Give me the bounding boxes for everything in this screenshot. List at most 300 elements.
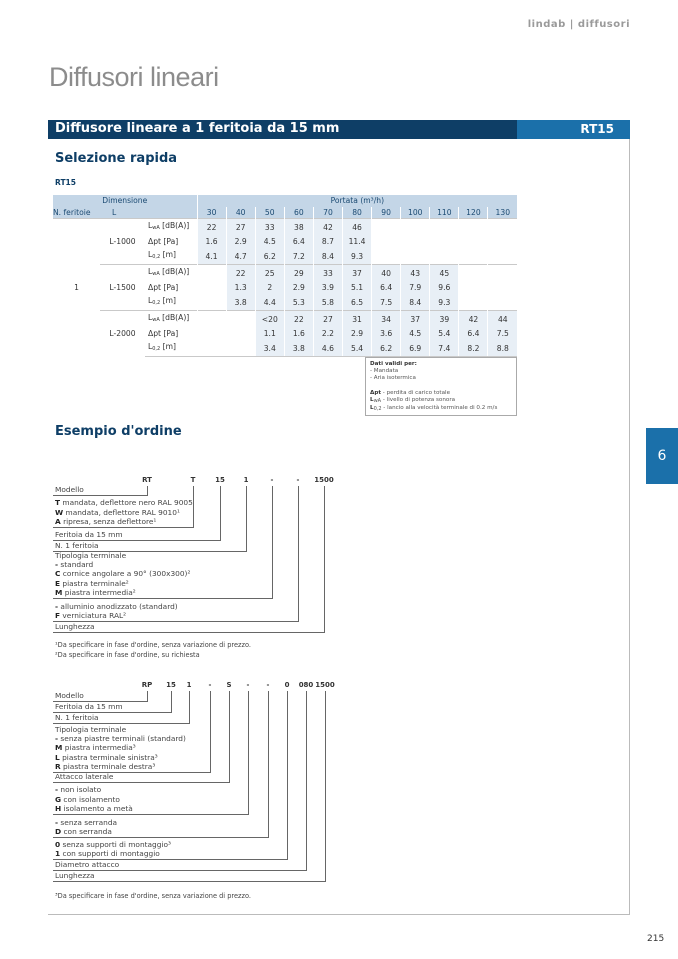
option-line [55, 702, 123, 711]
connector-horizontal [53, 814, 249, 815]
option-line [55, 762, 186, 771]
header-flow: 110 [430, 207, 459, 219]
option-line [55, 611, 178, 620]
value-cell: 2.2 [313, 327, 342, 340]
value-cell: 31 [343, 311, 372, 328]
value-cell: 1.1 [255, 327, 284, 340]
header-flow: 50 [255, 207, 284, 219]
notes-spacer [370, 383, 512, 390]
option-line [55, 840, 171, 849]
header-length: L [100, 207, 197, 219]
order-option-block [55, 713, 99, 722]
notes-box [365, 357, 517, 416]
value-cell: 5.3 [284, 294, 313, 311]
value-cell: 34 [372, 311, 401, 328]
option-line [55, 588, 190, 597]
param-cell [145, 281, 197, 294]
option-text: Modello [55, 691, 84, 701]
option-line [55, 785, 133, 794]
order-option-block [55, 530, 123, 539]
notes-title: Dati validi per: [370, 361, 417, 367]
quick-selection-table [53, 195, 517, 357]
order-code-segment: 080 [298, 681, 314, 689]
footnote: ¹Da specificare in fase d'ordine, senza variazione di prezzo. [55, 641, 251, 649]
option-text: piastra intermedia³ [62, 743, 136, 753]
option-line [55, 849, 171, 858]
option-line [55, 551, 190, 560]
section-title: Diffusore lineare a 1 feritoia da 15 mm [55, 121, 340, 136]
connector-horizontal [53, 495, 148, 496]
param-cell [145, 248, 197, 265]
option-text: con isolamento [61, 794, 120, 804]
param-cell [145, 327, 197, 340]
order-code-segment: - [296, 476, 300, 484]
option-text: Feritoia da 15 mm [55, 530, 123, 540]
option-text: standard [58, 559, 94, 569]
value-cell: 8.4 [313, 248, 342, 265]
value-cell: 22 [226, 265, 255, 282]
connector-vertical [298, 486, 299, 622]
product-code: RT15 [517, 120, 630, 139]
order-option-block [55, 485, 84, 494]
value-cell: 9.3 [343, 248, 372, 265]
option-line [55, 713, 99, 722]
value-cell: 22 [197, 219, 226, 236]
order-code-segment: RP [141, 681, 153, 689]
chapter-tab[interactable]: 6 [646, 428, 678, 484]
option-text: mandata, deflettore nero RAL 9005 [60, 498, 193, 508]
option-line [55, 818, 117, 827]
order-code-segment: RT [142, 476, 152, 484]
option-text: N. 1 feritoia [55, 541, 99, 551]
param-cell [145, 235, 197, 248]
option-text: Lunghezza [55, 622, 95, 632]
value-cell: 38 [284, 219, 313, 236]
value-cell: 22 [284, 311, 313, 328]
header-flow: 30 [197, 207, 226, 219]
value-cell [459, 294, 488, 311]
connector-vertical [229, 691, 230, 783]
option-line [55, 871, 95, 880]
header-flow: 40 [226, 207, 255, 219]
option-code: A [55, 517, 61, 527]
option-text: senza piastre terminali (standard) [58, 733, 186, 743]
table-product-label: RT15 [55, 178, 76, 187]
value-cell [488, 281, 517, 294]
param-cell [145, 294, 197, 311]
value-cell [197, 340, 226, 357]
value-cell: 6.4 [284, 235, 313, 248]
option-code: 0 [55, 839, 61, 849]
section-bar [48, 120, 630, 139]
header-flow: 80 [343, 207, 372, 219]
connector-vertical [220, 486, 221, 541]
option-line [55, 530, 123, 539]
value-cell: 7.4 [430, 340, 459, 357]
brand-header: lindab | diffusori [527, 19, 630, 30]
param-label: $L_{0,2}$ [m] [148, 342, 176, 352]
legend-item: $L_{0,2}$ - lancio alla velocità terminale di 0.2 m/s [370, 405, 498, 413]
value-cell: 4.6 [313, 340, 342, 357]
option-text: non isolato [58, 785, 102, 795]
option-code: - [55, 785, 59, 795]
legend-symbol: L [370, 397, 374, 404]
option-line [55, 827, 117, 836]
order-option-block [55, 840, 171, 859]
value-cell [401, 219, 430, 236]
value-cell: 4.5 [255, 235, 284, 248]
table-row [53, 265, 517, 282]
value-cell: 2.9 [284, 281, 313, 294]
footnote: ³Da specificare in fase d'ordine, senza variazione di prezzo. [55, 892, 251, 900]
order-option-block [55, 818, 117, 837]
param-subscript: 0,2 [152, 346, 161, 352]
option-text: Tipologia terminale [55, 550, 127, 560]
legend-subscript: wA [373, 398, 382, 405]
option-text: cornice angolare a 90° (300x300)² [60, 569, 191, 579]
value-cell: 29 [284, 265, 313, 282]
value-cell [459, 265, 488, 282]
table-column-header-row [53, 207, 517, 219]
notes-item: - Mandata [370, 368, 399, 375]
option-code: T [55, 498, 61, 508]
connector-vertical [306, 691, 307, 871]
table-group-header-row [53, 195, 517, 207]
value-cell: 33 [255, 219, 284, 236]
value-cell: 8.7 [313, 235, 342, 248]
connector-vertical [189, 691, 190, 724]
value-cell: 4.4 [255, 294, 284, 311]
option-text: alluminio anodizzato (standard) [58, 601, 178, 611]
option-code: E [55, 578, 61, 588]
option-text: Tipologia terminale [55, 724, 127, 734]
param-subscript: wA [152, 271, 160, 277]
option-code: - [55, 601, 59, 611]
value-cell: 5.4 [343, 340, 372, 357]
option-code: - [55, 733, 59, 743]
option-line [55, 622, 95, 631]
value-cell: 8.4 [401, 294, 430, 311]
option-text: ripresa, senza deflettore¹ [60, 517, 157, 527]
connector-horizontal [53, 632, 325, 633]
order-option-block [55, 498, 193, 526]
order-code-segment: T [190, 476, 196, 484]
option-line [55, 795, 133, 804]
connector-vertical [246, 486, 247, 552]
option-code: G [55, 794, 62, 804]
value-cell: 2.9 [226, 235, 255, 248]
order-option-block [55, 551, 190, 598]
value-cell: 8.8 [488, 340, 517, 357]
option-line [55, 602, 178, 611]
option-code: M [55, 743, 63, 753]
value-cell: 4.7 [226, 248, 255, 265]
header-flow: 120 [459, 207, 488, 219]
value-cell: 25 [255, 265, 284, 282]
value-cell [401, 235, 430, 248]
value-cell: 27 [226, 219, 255, 236]
value-cell [226, 327, 255, 340]
legend-item: $L_{wA}$ - livello di potenza sonora [370, 397, 456, 405]
order-option-block [55, 622, 95, 631]
value-cell [226, 311, 255, 328]
option-code: W [55, 507, 64, 517]
connector-vertical [248, 691, 249, 815]
header-n-feritoie: N. feritoie [53, 207, 100, 219]
option-text: piastra terminale² [60, 578, 129, 588]
value-cell: 37 [343, 265, 372, 282]
value-cell: <20 [255, 311, 284, 328]
value-cell: 6.9 [401, 340, 430, 357]
option-line [55, 498, 193, 507]
param-label: Δpt [Pa] [148, 329, 179, 338]
option-line [55, 508, 193, 517]
connector-horizontal [53, 837, 269, 838]
value-cell [197, 311, 226, 328]
connector-horizontal [53, 782, 230, 783]
value-cell [372, 235, 401, 248]
option-text: Modello [55, 485, 84, 495]
option-line [55, 753, 186, 762]
option-text: Lunghezza [55, 871, 95, 881]
value-cell: 42 [459, 311, 488, 328]
value-cell: 4.5 [401, 327, 430, 340]
option-line [55, 860, 119, 869]
order-code-segment: 1 [186, 681, 192, 689]
value-cell: 7.9 [401, 281, 430, 294]
value-cell: 7.5 [488, 327, 517, 340]
order-example-heading: Esempio d'ordine [55, 424, 182, 439]
value-cell [197, 327, 226, 340]
order-code-segment: - [270, 476, 274, 484]
option-text: verniciatura RAL² [60, 611, 127, 621]
param-cell [145, 311, 197, 328]
option-code: H [55, 804, 62, 814]
value-cell: 3.9 [313, 281, 342, 294]
page-title: Diffusori lineari [49, 62, 219, 92]
option-text: Feritoia da 15 mm [55, 702, 123, 712]
value-cell [401, 248, 430, 265]
value-cell: 42 [313, 219, 342, 236]
param-subscript: wA [152, 317, 160, 323]
connector-horizontal [53, 598, 273, 599]
value-cell: 9.3 [430, 294, 459, 311]
order-code-segment: - [208, 681, 212, 689]
value-cell: 3.8 [226, 294, 255, 311]
value-cell: 6.2 [372, 340, 401, 357]
value-cell [488, 219, 517, 236]
option-line [55, 560, 190, 569]
value-cell: 45 [430, 265, 459, 282]
value-cell [430, 219, 459, 236]
value-cell [488, 265, 517, 282]
option-text: senza supporti di montaggio³ [60, 839, 171, 849]
option-code: M [55, 588, 63, 598]
value-cell: 46 [343, 219, 372, 236]
value-cell [197, 281, 226, 294]
order-code-segment: 15 [215, 476, 225, 484]
option-text: piastra terminale sinistra³ [59, 752, 158, 762]
header-flow: 90 [372, 207, 401, 219]
value-cell: 11.4 [343, 235, 372, 248]
value-cell: 39 [430, 311, 459, 328]
value-cell: 40 [372, 265, 401, 282]
value-cell: 6.2 [255, 248, 284, 265]
order-option-block [55, 702, 123, 711]
order-option-block [55, 691, 84, 700]
legend-symbol: Δpt [370, 389, 382, 396]
option-code: L [55, 752, 60, 762]
header-flow: 70 [313, 207, 342, 219]
option-text: piastra intermedia² [62, 588, 136, 598]
order-option-block [55, 871, 95, 880]
value-cell: 43 [401, 265, 430, 282]
param-label: $L_{wA}$ [dB(A)] [148, 313, 190, 323]
param-subscript: wA [152, 225, 160, 231]
value-cell: 3.8 [284, 340, 313, 357]
order-code-segment: S [226, 681, 232, 689]
order-code-segment: - [246, 681, 250, 689]
option-code: F [55, 611, 61, 621]
value-cell: 2.9 [343, 327, 372, 340]
param-cell [145, 265, 197, 282]
option-code: R [55, 762, 61, 772]
connector-vertical [324, 486, 325, 633]
value-cell: 33 [313, 265, 342, 282]
value-cell: 1.6 [284, 327, 313, 340]
header-dimensione: Dimensione [53, 195, 197, 207]
value-cell: 27 [313, 311, 342, 328]
option-code: - [55, 559, 59, 569]
option-line [55, 725, 186, 734]
option-text: con serranda [61, 827, 112, 837]
value-cell: 3.4 [255, 340, 284, 357]
value-cell [372, 219, 401, 236]
option-text: senza serranda [58, 817, 118, 827]
order-option-block [55, 602, 178, 621]
value-cell: 6.5 [343, 294, 372, 311]
header-flow: 100 [401, 207, 430, 219]
option-line [55, 517, 193, 526]
value-cell [459, 235, 488, 248]
value-cell: 7.5 [372, 294, 401, 311]
connector-horizontal [53, 881, 326, 882]
table-row [53, 311, 517, 328]
value-cell [459, 219, 488, 236]
option-code: - [55, 817, 59, 827]
value-cell: 1.3 [226, 281, 255, 294]
order-option-block [55, 772, 113, 781]
connector-vertical [287, 691, 288, 860]
table-row [53, 219, 517, 236]
param-label: Δpt [Pa] [148, 283, 179, 292]
option-text: Diametro attacco [55, 860, 120, 870]
order-code-segment: 1 [243, 476, 249, 484]
option-text: piastra terminale destra³ [60, 762, 156, 772]
param-cell [145, 340, 197, 357]
value-cell: 6.4 [459, 327, 488, 340]
order-option-block [55, 860, 119, 869]
option-code: D [55, 827, 62, 837]
value-cell: 9.6 [430, 281, 459, 294]
connector-horizontal [53, 527, 194, 528]
order-option-block [55, 785, 133, 813]
connector-vertical [147, 691, 148, 702]
order-code-segment: 1500 [315, 681, 335, 689]
value-cell: 44 [488, 311, 517, 328]
param-cell [145, 219, 197, 236]
connector-vertical [210, 691, 211, 773]
value-cell [488, 235, 517, 248]
order-option-block [55, 541, 99, 550]
legend-item: Δpt - perdita di carico totale [370, 389, 451, 396]
order-option-block [55, 725, 186, 772]
legend-subscript: 0,2 [373, 406, 382, 413]
option-code: 1 [55, 849, 61, 859]
value-cell [459, 281, 488, 294]
order-code-segment: 0 [284, 681, 290, 689]
value-cell [226, 340, 255, 357]
value-cell: 7.2 [284, 248, 313, 265]
n-feritoie-cell: 1 [53, 219, 100, 357]
header-flow: 60 [284, 207, 313, 219]
header-portata: Portata (m³/h) [197, 195, 517, 207]
order-code-segment: - [266, 681, 270, 689]
param-label: $L_{wA}$ [dB(A)] [148, 267, 190, 277]
length-cell: L-2000 [100, 311, 145, 357]
value-cell: 8.2 [459, 340, 488, 357]
header-flow: 130 [488, 207, 517, 219]
connector-vertical [171, 691, 172, 713]
option-text: con supporti di montaggio [60, 849, 160, 859]
option-line [55, 541, 99, 550]
param-subscript: 0,2 [152, 300, 161, 306]
connector-vertical [272, 486, 273, 599]
option-code: C [55, 569, 61, 579]
notes-item: - Aria isotermica [370, 375, 416, 382]
connector-vertical [193, 486, 194, 528]
param-subscript: 0,2 [152, 254, 161, 260]
option-line [55, 743, 186, 752]
selection-heading: Selezione rapida [55, 151, 178, 166]
param-label: $L_{0,2}$ [m] [148, 296, 176, 306]
connector-vertical [325, 691, 326, 882]
page-number: 215 [647, 934, 665, 944]
value-cell: 5.4 [430, 327, 459, 340]
value-cell [197, 265, 226, 282]
value-cell [197, 294, 226, 311]
param-label: $L_{wA}$ [dB(A)] [148, 221, 190, 231]
length-cell: L-1000 [100, 219, 145, 265]
param-label: $L_{0,2}$ [m] [148, 250, 176, 260]
option-line [55, 485, 84, 494]
value-cell: 37 [401, 311, 430, 328]
order-code-segment: 15 [166, 681, 176, 689]
option-line [55, 579, 190, 588]
option-line [55, 772, 113, 781]
value-cell [430, 235, 459, 248]
connector-vertical [147, 486, 148, 496]
value-cell [459, 248, 488, 265]
footnote: ²Da specificare in fase d'ordine, su richiesta [55, 651, 200, 659]
value-cell: 5.1 [343, 281, 372, 294]
param-label: Δpt [Pa] [148, 237, 179, 246]
option-text: N. 1 feritoia [55, 713, 99, 723]
value-cell [372, 248, 401, 265]
value-cell: 6.4 [372, 281, 401, 294]
option-text: Attacco laterale [55, 772, 114, 782]
length-cell: L-1500 [100, 265, 145, 311]
